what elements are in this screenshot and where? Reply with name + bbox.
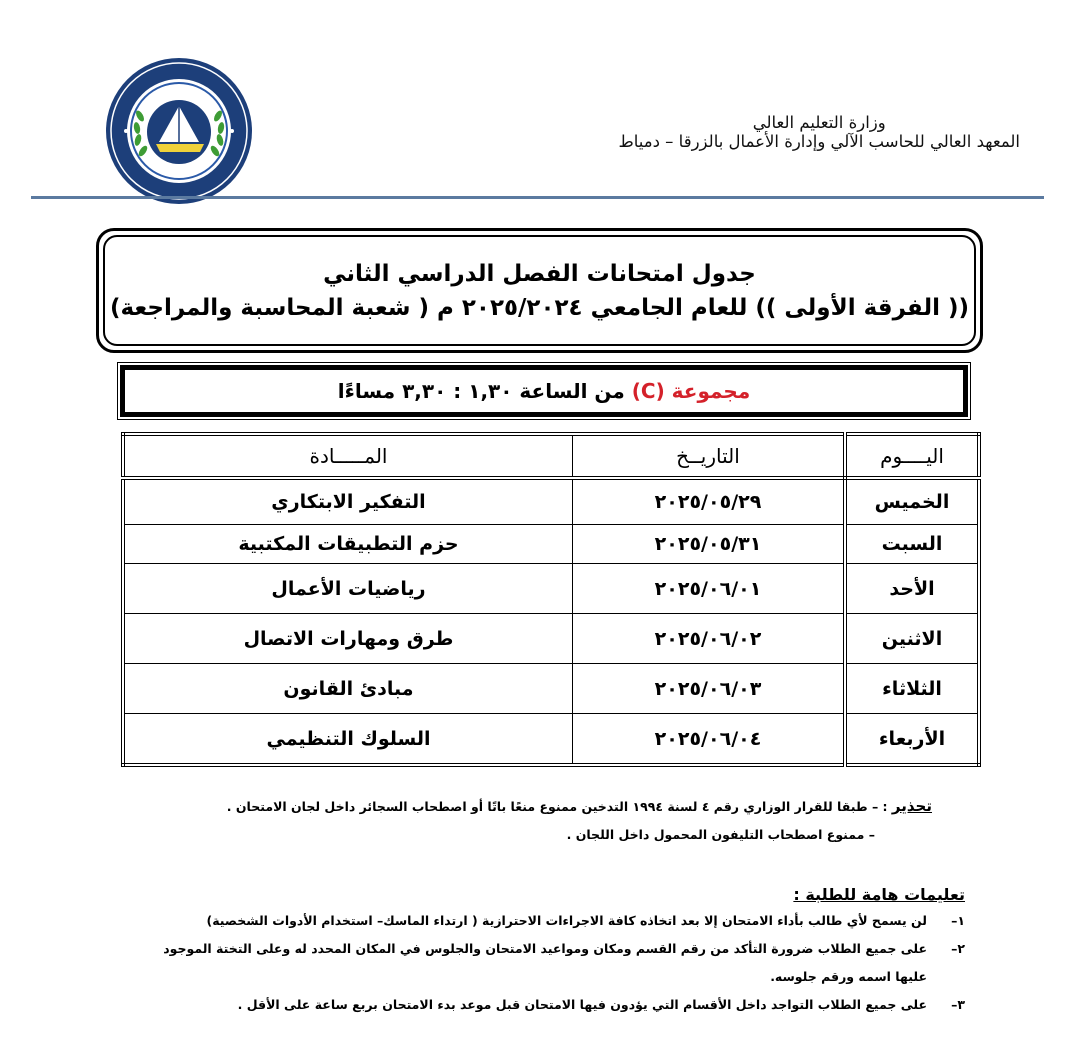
instruction-text: لن يسمح لأي طالب بأداء الامتحان إلا بعد اتخاذه كافة الاجراءات الاحترازية ( ارتداء الماسك– استخدام الأدوات الشخصية) bbox=[206, 913, 927, 928]
cell-day: الثلاثاء bbox=[845, 664, 979, 714]
group-banner bbox=[120, 365, 968, 417]
title-box bbox=[96, 228, 983, 353]
instruction-item bbox=[163, 991, 965, 1019]
instruction-item bbox=[163, 935, 965, 963]
instruction-number: ١– bbox=[951, 913, 965, 928]
header-divider bbox=[31, 196, 1044, 199]
cell-subject: السلوك التنظيمي bbox=[123, 714, 573, 766]
group-time: من الساعة ١,٣٠ : ٣,٣٠ مساءًا bbox=[337, 379, 625, 403]
cell-subject: طرق ومهارات الاتصال bbox=[123, 614, 573, 664]
header-day: اليــــوم bbox=[845, 434, 979, 478]
title-line-2: (( الفرقة الأولى )) للعام الجامعي ٢٠٢٥/٢٠٢٤ م ( شعبة المحاسبة والمراجعة) bbox=[109, 295, 970, 321]
cell-date: ٢٠٢٥/٠٦/٠٣ bbox=[573, 664, 846, 714]
table-row bbox=[123, 614, 979, 664]
cell-subject: التفكير الابتكاري bbox=[123, 478, 573, 525]
cell-date: ٢٠٢٥/٠٥/٣١ bbox=[573, 525, 846, 564]
instruction-number: ٣– bbox=[951, 997, 965, 1012]
header-subject: المـــــادة bbox=[123, 434, 573, 478]
instruction-text: على جميع الطلاب ضرورة التأكد من رقم القسم ومكان ومواعيد الامتحان والجلوس في المكان المحدد له وعلى التختة الموجود bbox=[163, 941, 927, 956]
table-row bbox=[123, 564, 979, 614]
title-line-1: جدول امتحانات الفصل الدراسي الثاني bbox=[323, 261, 756, 287]
warning-note bbox=[227, 792, 932, 849]
student-instructions bbox=[163, 883, 965, 1019]
instructions-heading: تعليمات هامة للطلبة : bbox=[793, 885, 965, 904]
header bbox=[618, 113, 1020, 151]
instruction-number: ٢– bbox=[951, 941, 965, 956]
instruction-item bbox=[163, 907, 965, 935]
cell-subject: مبادئ القانون bbox=[123, 664, 573, 714]
cell-day: الخميس bbox=[845, 478, 979, 525]
warning-line-1 bbox=[227, 792, 932, 821]
ministry-name: وزارة التعليم العالي bbox=[752, 113, 886, 132]
institute-logo bbox=[104, 56, 254, 206]
logo-seal-icon bbox=[104, 56, 254, 206]
instruction-text: على جميع الطلاب التواجد داخل الأقسام التي يؤدون فيها الامتحان قبل موعد بدء الامتحان بربع ساعة على الأقل . bbox=[237, 997, 927, 1012]
cell-date: ٢٠٢٥/٠٦/٠١ bbox=[573, 564, 846, 614]
group-label: مجموعة (C) bbox=[631, 379, 751, 403]
warning-text: : – طبقا للقرار الوزاري رقم ٤ لسنة ١٩٩٤ التدخين ممنوع منعًا باتًا أو اصطحاب السجائر داخل لجان الامتحان . bbox=[226, 799, 892, 814]
table-header-row bbox=[123, 434, 979, 478]
cell-subject: حزم التطبيقات المكتبية bbox=[123, 525, 573, 564]
warning-label: تحذير bbox=[891, 797, 932, 815]
cell-day: الأحد bbox=[845, 564, 979, 614]
cell-subject: رياضيات الأعمال bbox=[123, 564, 573, 614]
table-row bbox=[123, 664, 979, 714]
table-row bbox=[123, 714, 979, 766]
header-date: التاريــخ bbox=[573, 434, 846, 478]
institute-name: المعهد العالي للحاسب الآلي وإدارة الأعمال بالزرقا – دمياط bbox=[618, 132, 1020, 151]
cell-date: ٢٠٢٥/٠٦/٠٤ bbox=[573, 714, 846, 766]
table-row bbox=[123, 525, 979, 564]
table-row bbox=[123, 478, 979, 525]
cell-day: الاثنين bbox=[845, 614, 979, 664]
cell-day: السبت bbox=[845, 525, 979, 564]
instruction-continuation: عليها اسمه ورقم جلوسه. bbox=[770, 969, 927, 984]
cell-day: الأربعاء bbox=[845, 714, 979, 766]
cell-date: ٢٠٢٥/٠٥/٢٩ bbox=[573, 478, 846, 525]
exam-schedule-table bbox=[121, 432, 981, 767]
page-title bbox=[99, 257, 980, 325]
cell-date: ٢٠٢٥/٠٦/٠٢ bbox=[573, 614, 846, 664]
group-banner-text bbox=[125, 376, 963, 406]
warning-line-2: – ممنوع اصطحاب التليفون المحمول داخل اللجان . bbox=[566, 827, 875, 842]
